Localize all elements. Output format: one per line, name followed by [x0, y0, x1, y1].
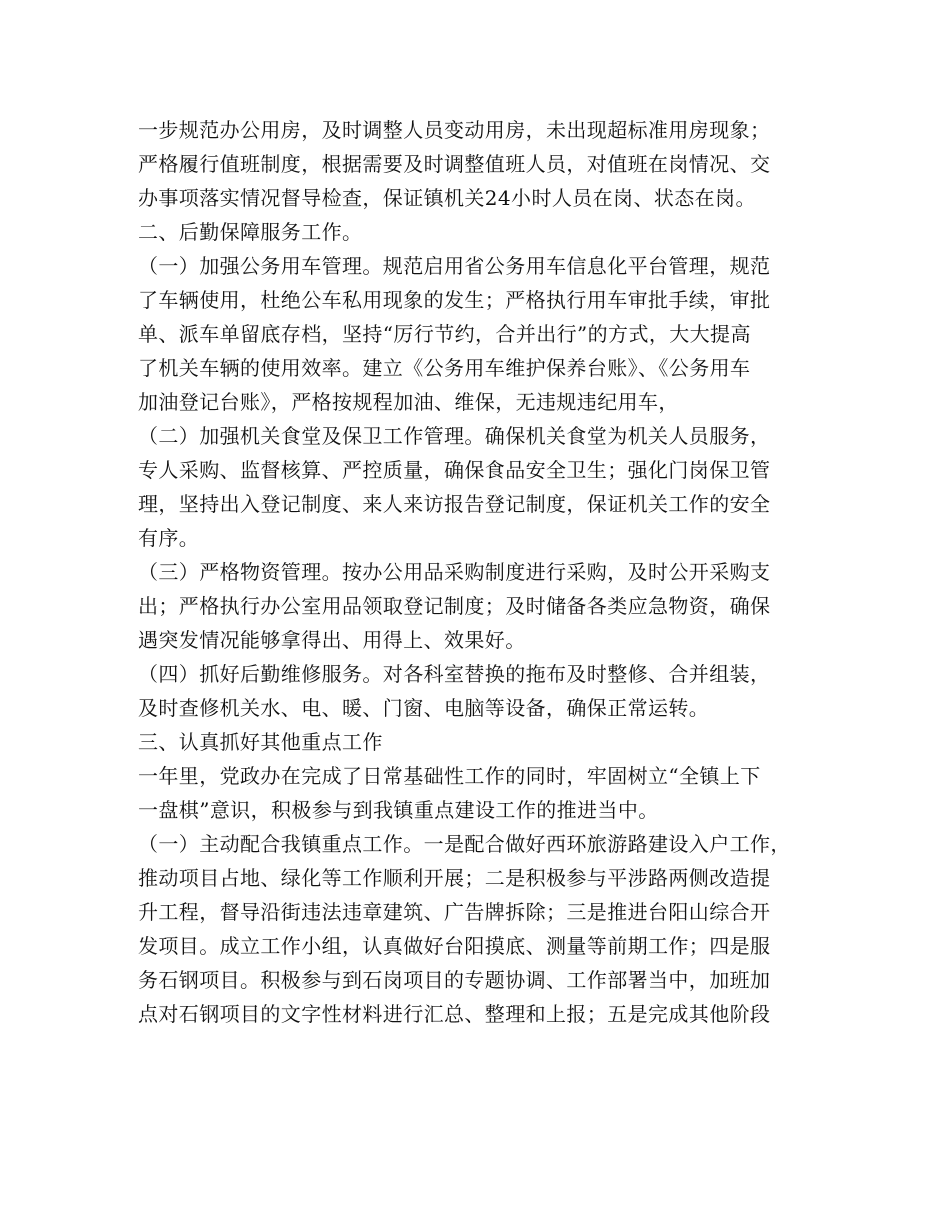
text-line: 及时查修机关水、电、暖、门窗、电脑等设备，确保正常运转。: [138, 696, 710, 720]
document-body: [138, 113, 828, 1031]
text-line: （一）加强公务用车管理。规范启用省公务用车信息化平台管理，规范: [138, 254, 771, 278]
text-line: 遇突发情况能够拿得出、用得上、效果好。: [138, 628, 526, 652]
text-line: 发项目。成立工作小组，认真做好台阳摸底、测量等前期工作；四是服: [138, 934, 771, 958]
text-line: 推动项目占地、绿化等工作顺利开展；二是积极参与平涉路两侧改造提: [138, 866, 771, 890]
text-line: （一）主动配合我镇重点工作。一是配合做好西环旅游路建设入户工作，: [138, 832, 791, 856]
text-line: （二）加强机关食堂及保卫工作管理。确保机关食堂为机关人员服务，: [138, 424, 771, 448]
text-line: 办事项落实情况督导检查，保证镇机关24小时人员在岗、状态在岗。: [138, 186, 756, 210]
text-line: 有序。: [138, 526, 200, 550]
text-line: （四）抓好后勤维修服务。对各科室替换的拖布及时整修、合并组装，: [138, 662, 771, 686]
text-line: 专人采购、监督核算、严控质量，确保食品安全卫生；强化门岗保卫管: [138, 458, 771, 482]
text-line: 了车辆使用，杜绝公车私用现象的发生；严格执行用车审批手续，审批: [138, 288, 771, 312]
text-line: 了机关车辆的使用效率。建立《公务用车维护保养台账》、《公务用车: [138, 356, 751, 380]
text-line: 加油登记台账》，严格按规程加油、维保，无违规违纪用车，: [138, 390, 679, 414]
text-line: 单、派车单留底存档，坚持“厉行节约，合并出行”的方式，大大提高: [138, 322, 751, 346]
text-line: 理，坚持出入登记制度、来人来访报告登记制度，保证机关工作的安全: [138, 492, 771, 516]
text-line: 一盘棋”意识，积极参与到我镇重点建设工作的推进当中。: [138, 798, 659, 822]
text-line: 点对石钢项目的文字性材料进行汇总、整理和上报；五是完成其他阶段: [138, 1002, 771, 1026]
text-line: 一步规范办公用房，及时调整人员变动用房，未出现超标准用房现象；: [138, 118, 771, 142]
section-heading: 二、后勤保障服务工作。: [138, 220, 363, 244]
section-heading: 三、认真抓好其他重点工作: [138, 730, 383, 754]
text-line: （三）严格物资管理。按办公用品采购制度进行采购，及时公开采购支: [138, 560, 771, 584]
text-line: 出；严格执行办公室用品领取登记制度；及时储备各类应急物资，确保: [138, 594, 771, 618]
text-line: 务石钢项目。积极参与到石岗项目的专题协调、工作部署当中，加班加: [138, 968, 771, 992]
text-line: 升工程，督导沿街违法违章建筑、广告牌拆除；三是推进台阳山综合开: [138, 900, 771, 924]
text-line: 一年里，党政办在完成了日常基础性工作的同时，牢固树立“全镇上下: [138, 764, 761, 788]
text-line: 严格履行值班制度，根据需要及时调整值班人员，对值班在岗情况、交: [138, 152, 771, 176]
